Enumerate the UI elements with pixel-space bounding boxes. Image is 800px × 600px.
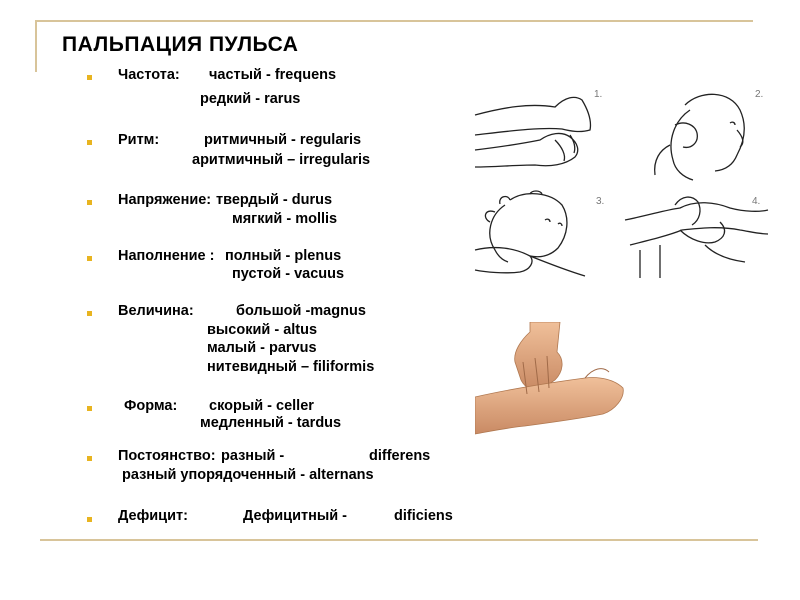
item-size-line-1: большой -magnus [236,303,366,319]
item-deficit-line-1b: dificiens [394,508,453,524]
figure-number: 4. [752,196,761,207]
figure-number: 3. [596,196,605,207]
bullet-icon [87,256,92,261]
item-filling-label: Наполнение : [118,248,215,264]
item-constancy-line-1: разный - [221,448,285,464]
bullet-icon [87,517,92,522]
item-form-label: Форма: [124,398,178,414]
radial-pulse-photo [475,322,625,442]
figure-number: 2. [755,89,764,100]
item-size-line-3: малый - parvus [207,340,317,356]
item-tension-line-1: твердый - durus [216,192,333,208]
item-frequency-line-1: частый - frequens [209,67,337,83]
bullet-icon [87,456,92,461]
item-frequency-line-2: редкий - rarus [200,91,301,107]
item-rhythm-line-1: ритмичный - regularis [204,132,362,148]
page-title: ПАЛЬПАЦИЯ ПУЛЬСА [62,33,299,56]
item-filling-line-1: полный - plenus [225,248,342,264]
item-constancy-label: Постоянство: [118,448,216,464]
frame-bottom-line [40,539,758,541]
bullet-icon [87,200,92,205]
item-rhythm-label: Ритм: [118,132,160,148]
item-deficit-line-1: Дефицитный - [243,508,348,524]
bullet-icon [87,140,92,145]
item-size-label: Величина: [118,303,194,319]
item-constancy-line-2: разный упорядоченный - alternans [122,467,374,483]
item-size-line-2: высокий - altus [207,322,318,338]
item-deficit-label: Дефицит: [118,508,188,524]
bullet-icon [87,75,92,80]
temporal-pulse-drawing [645,85,770,185]
item-constancy-line-1b: differens [369,448,431,464]
foot-pulse-drawing [470,85,610,185]
item-rhythm-line-2: аритмичный – irregularis [192,152,371,168]
item-tension-line-2: мягкий - mollis [232,211,338,227]
item-frequency-label: Частота: [118,67,180,83]
bullet-icon [87,406,92,411]
item-size-line-4: нитевидный – filiformis [207,359,375,375]
photo-radial-pulse [475,322,625,442]
figure-carotid-pulse [470,190,610,280]
item-filling-line-2: пустой - vacuus [232,266,345,282]
figure-wrist-grip [620,190,770,280]
frame-left-line [35,20,37,72]
carotid-pulse-drawing [470,190,610,280]
wrist-grip-drawing [620,190,770,280]
bullet-icon [87,311,92,316]
item-form-line-1: скорый - celler [209,398,314,414]
figure-temporal-pulse [645,85,770,185]
figure-foot-pulse [470,85,610,185]
figure-number: 1. [594,89,603,100]
item-tension-label: Напряжение: [118,192,212,208]
item-form-line-2: медленный - tardus [200,415,342,431]
frame-top-line [35,20,753,22]
